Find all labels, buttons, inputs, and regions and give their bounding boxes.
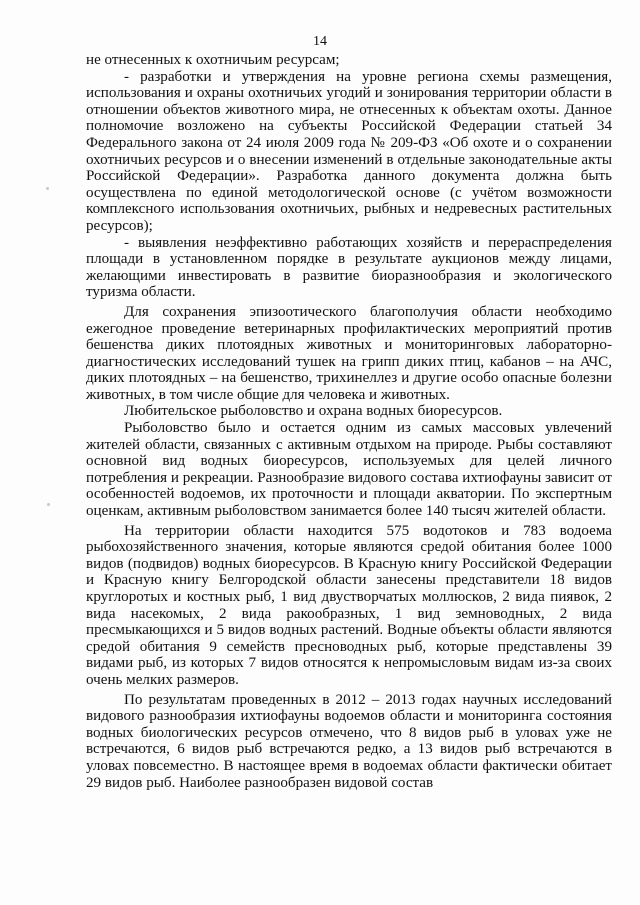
paragraph-research: По результатам проведенных в 2012 – 2013 годах научных исследований видового разнообразия ихтиофауны водоемов области и мониторинга состояния водных биологических ресурсов отмечено, что 8 видов рыб в уловах уже не встречаются, 6 видов рыб встречаются редко, а 13 видов рыб встречаются в уловах повсеместно. В настоящее время в водоемах области фактически обитает 29 видов рыб. Наиболее разнообразен видовой состав	[86, 691, 612, 791]
section-heading-fishing: Любительское рыболовство и охрана водных биоресурсов.	[124, 403, 503, 420]
scan-speck	[46, 187, 49, 190]
paragraph-schemes: - разработки и утверждения на уровне региона схемы размещения, использования и охраны охотничьих угодий и зонирования территории области в отношении объектов животного мира, не отнесенных к объектам охоты. Данное полномочие возложено на субъекты Российской Федерации статьей 34 Федерального закона от 24 июля 2009 года № 209-ФЗ «Об охоте и о сохранении охотничьих ресурсов и о внесении изменений в отдельные законодательные акты Российской Федерации». Разработка данного документа должна быть осуществлена по единой методологической основе (с учётом возможности комплексного использования охотничьих, рыбных и недревесных растительных ресурсов);	[86, 68, 612, 234]
paragraph-ineffective-farms: - выявления неэффективно работающих хозяйств и перераспределения площади в установленном порядке в результате аукционов между лицами, желающими инвестировать в развитие биоразнообразия и экологического туризма области.	[86, 234, 612, 301]
paragraph-continuation: не отнесенных к охотничьим ресурсам;	[86, 52, 340, 68]
paragraph-fishing: Рыболовство было и остается одним из самых массовых увлечений жителей области, связанных с активным отдыхом на природе. Рыбы составляют основной вид водных биоресурсов, используемых для целей личного потребления и рекреации. Разнообразие видового состава ихтиофауны зависит от особенностей водоемов, их проточности и площади акватории. По экспертным оценкам, активным рыболовством занимается более 140 тысяч жителей области.	[86, 420, 612, 520]
paragraph-water-bodies: На территории области находится 575 водотоков и 783 водоема рыбохозяйственного значения, которые являются средой обитания более 1000 видов (подвидов) водных биоресурсов. В Красную книгу Российской Федерации и Красную книгу Белгородской области занесены представители 18 видов круглоротых и костных рыб, 1 вид двустворчатых моллюсков, 2 вида пиявок, 2 вида насекомых, 2 вида ракообразных, 1 вид земноводных, 2 вида пресмыкающихся и 5 видов водных растений. Водные объекты области являются средой обитания 9 семейств пресноводных рыб, которые представлены 39 видами рыб, из которых 7 видов относятся к непромысловым видам из-за своих очень мелких размеров.	[86, 522, 612, 688]
page-number: 14	[313, 34, 327, 49]
scan-speck	[47, 503, 50, 506]
paragraph-epizootic: Для сохранения эпизоотического благополучия области необходимо ежегодное проведение ветеринарных профилактических мероприятий против бешенства диких плотоядных животных и мониторинговых лабораторно-диагностических исследований тушек на грипп диких птиц, кабанов – на АЧС, диких плотоядных – на бешенство, трихинеллез и другие особо опасные болезни животных, в том числе общие для человека и животных.	[86, 303, 612, 403]
body-text	[86, 52, 612, 791]
